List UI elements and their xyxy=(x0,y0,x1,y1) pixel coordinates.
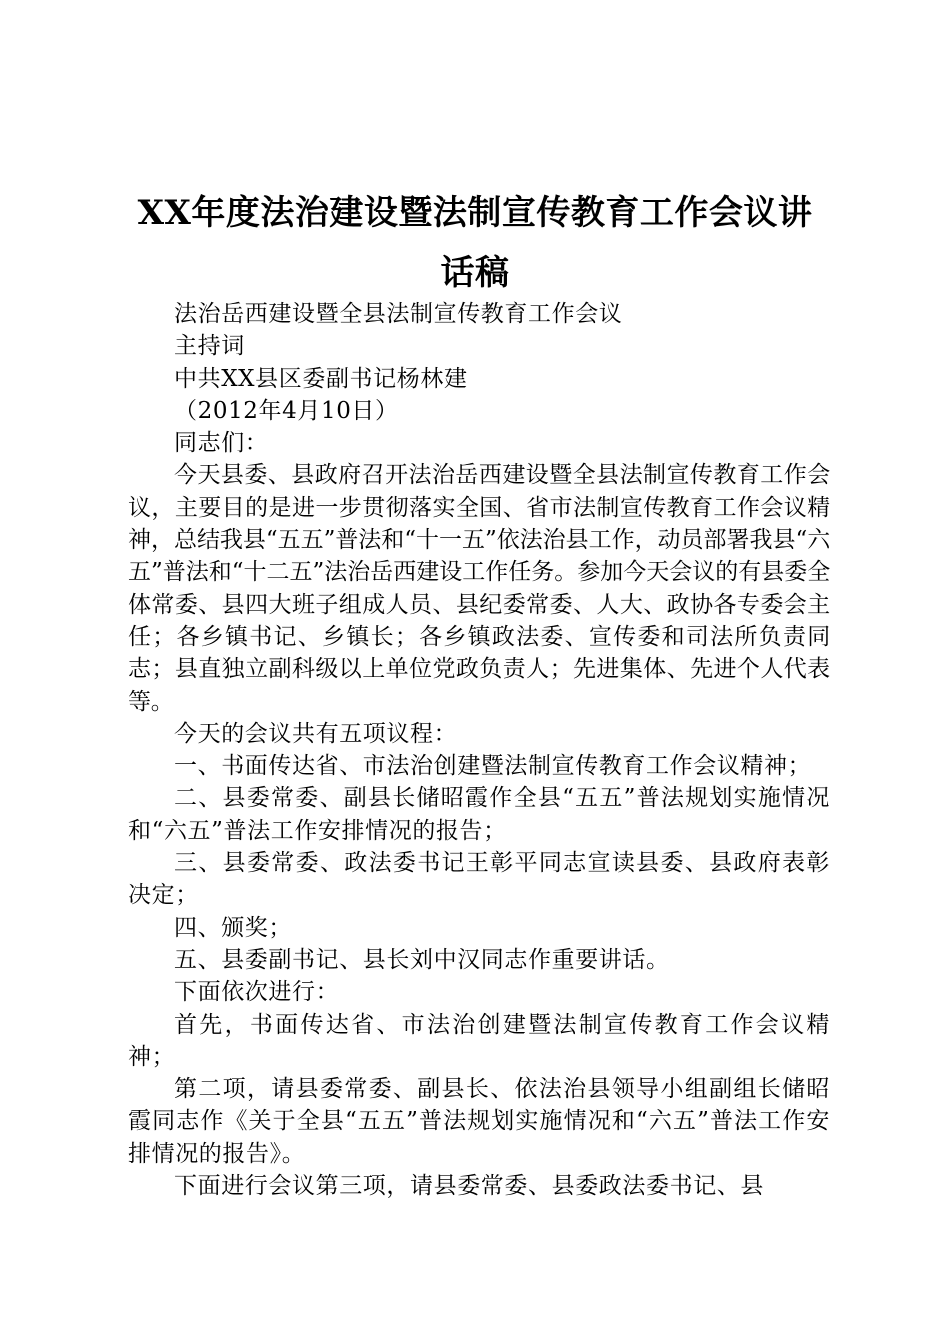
agenda-item: 一、书面传达省、市法治创建暨法制宣传教育工作会议精神； xyxy=(174,753,812,780)
document-title-line-1: XX年度法治建设暨法制宣传教育工作会议讲 xyxy=(137,193,813,233)
speaker-line: 中共XX县区委副书记杨林建 xyxy=(174,365,468,392)
salutation-line: 同志们： xyxy=(174,430,269,457)
document-body xyxy=(128,298,830,1202)
body-paragraph: 下面依次进行： xyxy=(174,979,340,1006)
agenda-item: 五、县委副书记、县长刘中汉同志作重要讲话。 xyxy=(174,946,670,973)
body-paragraph: 今天县委、县政府召开法治岳西建设暨全县法制宣传教育工作会议，主要目的是进一步贯彻落实全国、省市法制宣传教育工作会议精神，总结我县“五五”普法和“十一五”依法治县工作，动员部署我县“六五”普法和“十二五”法治岳西建设工作任务。参加今天会议的有县委全体常委、县四大班子组成人员、县纪委常委、人大、政协各专委会主任；各乡镇书记、乡镇长；各乡镇政法委、宣传委和司法所负责同志；县直独立副科级以上单位党政负责人；先进集体、先进个人代表等。 xyxy=(128,462,830,715)
body-paragraph: 第二项，请县委常委、副县长、依法治县领导小组副组长储昭霞同志作《关于全县“五五”普法规划实施情况和“六五”普法工作安排情况的报告》。 xyxy=(128,1076,830,1167)
body-paragraph: 首先，书面传达省、市法治创建暨法制宣传教育工作会议精神； xyxy=(128,1011,830,1070)
agenda-item: 四、颁奖； xyxy=(174,914,292,941)
body-paragraph: 下面进行会议第三项，请县委常委、县委政法委书记、县 xyxy=(174,1173,764,1200)
body-paragraph: 今天的会议共有五项议程： xyxy=(174,720,458,747)
document-title-line-2: 话稿 xyxy=(440,253,510,293)
date-line: （2012年4月10日） xyxy=(174,397,399,424)
agenda-item: 三、县委常委、政法委书记王彰平同志宣读县委、县政府表彰决定； xyxy=(128,850,830,909)
document-type-line: 主持词 xyxy=(174,333,245,360)
agenda-item: 二、县委常委、副县长储昭霞作全县“五五”普法规划实施情况和“六五”普法工作安排情况的报告； xyxy=(128,785,830,844)
document-title xyxy=(120,183,830,303)
meeting-name-line: 法治岳西建设暨全县法制宣传教育工作会议 xyxy=(174,301,623,327)
